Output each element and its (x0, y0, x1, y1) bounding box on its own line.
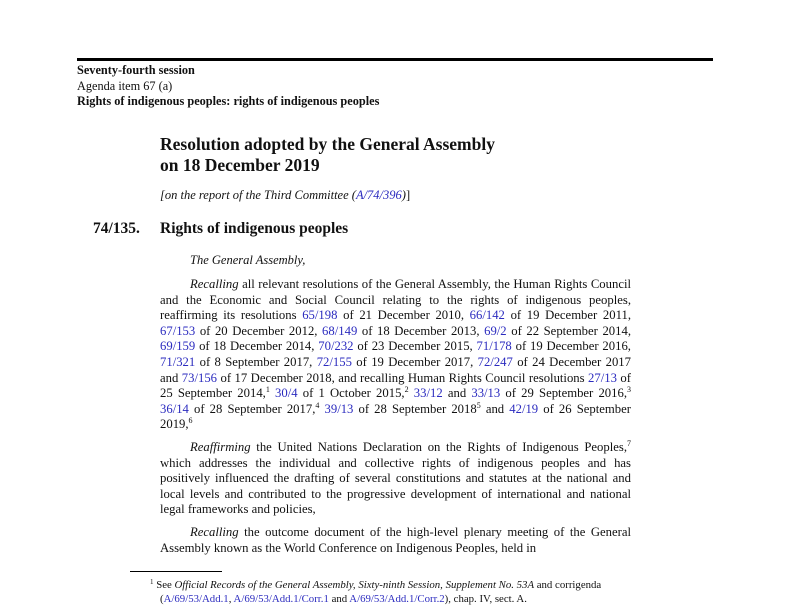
resolution-link[interactable]: 36/14 (160, 401, 189, 416)
report-link[interactable]: A/74/396 (355, 188, 402, 202)
report-close: ] (405, 188, 411, 202)
text-run: of 24 December 2017 and (160, 354, 631, 385)
resolution-link[interactable]: 70/232 (318, 339, 354, 354)
text-run: and corrigenda ( (160, 579, 602, 605)
text-run: of 19 December 2011, (504, 308, 631, 323)
footnote-ref[interactable]: 5 (476, 400, 481, 410)
resolution-link[interactable]: 33/13 (471, 386, 501, 401)
resolution-link[interactable]: 68/149 (322, 323, 358, 338)
resolution-link[interactable]: 72/247 (477, 354, 513, 369)
text-run: and (480, 401, 510, 416)
title-line-1: Resolution adopted by the General Assembly (160, 134, 495, 154)
text-run: of 17 December 2018, and recalling Human Rights Council resolutions (217, 370, 589, 385)
footnote-ref[interactable]: 7 (627, 439, 631, 448)
resolution-link[interactable]: 66/142 (469, 308, 505, 323)
text-run: of 19 December 2016, (511, 339, 631, 354)
resolution-link[interactable]: 67/153 (160, 323, 196, 338)
text-run: and (328, 593, 350, 605)
text-run: of 29 September 2016, (500, 386, 627, 401)
text-run: See (153, 579, 175, 591)
text-run: of 1 October 2015, (297, 386, 405, 401)
text-run: of 22 September 2014, (506, 323, 632, 338)
text-run: of 18 December 2014, (195, 339, 319, 354)
text-run: of 26 September 2019, (160, 401, 631, 432)
footnote-ref[interactable]: 3 (627, 385, 631, 395)
resolution-link[interactable]: 69/159 (160, 339, 196, 354)
text-run: the outcome document of the high-level plenary meeting of the General Assembly known as the World Conference on Indigenous Peoples, held in (160, 525, 631, 555)
resolution-link[interactable]: 30/4 (275, 386, 298, 401)
resolution-link[interactable]: 42/19 (509, 401, 539, 416)
document-title (160, 134, 495, 176)
paragraph-recalling-outcome (160, 525, 631, 556)
footnote-1 (150, 578, 640, 606)
text-run: the United Nations Declaration on the Rights of Indigenous Peoples, (250, 440, 627, 454)
resolution-link[interactable]: 73/156 (181, 370, 218, 385)
text-run: of 23 December 2015, (353, 339, 477, 354)
resolution-link[interactable]: 71/178 (476, 339, 512, 354)
text-run: Official Records of the General Assembly, Sixty-ninth Session, Supplement No. 53A (174, 579, 535, 591)
document-link[interactable]: A/69/53/Add.1 (163, 593, 229, 605)
title-line-2: on 18 December 2019 (160, 155, 320, 175)
text-run: of 21 December 2010, (337, 308, 470, 323)
text-run: of 8 September 2017, (195, 354, 317, 369)
text-run: of 28 September 2017, (188, 401, 316, 416)
session-label: Seventy-fourth session (77, 63, 195, 77)
opening-phrase: The General Assembly, (190, 253, 306, 267)
text-run: of 18 December 2013, (357, 323, 485, 338)
header-rule (77, 58, 713, 61)
resolution-link[interactable]: 39/13 (324, 401, 354, 416)
report-suffix: ) (401, 188, 406, 202)
para-lead: Reaffirming (190, 440, 251, 454)
resolution-link[interactable]: 71/321 (160, 354, 196, 369)
resolution-title: Rights of indigenous peoples (160, 220, 349, 237)
footnote-ref[interactable]: 1 (265, 385, 270, 395)
resolution-link[interactable]: 65/198 (302, 308, 338, 323)
text-run: all relevant resolutions of the General Assembly, the Human Rights Council and the Economic and Social Council relating to the rights of indigenous peoples, reaffirming its resolutions (160, 277, 631, 323)
resolution-link[interactable]: 33/12 (413, 386, 443, 401)
resolution-link[interactable]: 69/2 (484, 323, 507, 338)
footnote-ref[interactable]: 4 (315, 400, 320, 410)
text-run: ), chap. IV, sect. A. (444, 593, 527, 605)
text-run: of 19 December 2017, (351, 354, 478, 369)
report-reference (160, 188, 410, 203)
agenda-topic: Rights of indigenous peoples: rights of indigenous peoples (77, 94, 380, 108)
para-lead: Recalling (190, 277, 239, 291)
text-run: of 20 December 2012, (195, 323, 323, 338)
text-run: , (228, 593, 234, 605)
footnote-ref[interactable]: 6 (188, 416, 193, 426)
paragraph-reaffirming-declaration (160, 440, 631, 518)
document-link[interactable]: A/69/53/Add.1/Corr.2 (349, 593, 445, 605)
para-lead: Recalling (190, 525, 239, 539)
footnote-separator (130, 571, 222, 572)
resolution-link[interactable]: 72/155 (316, 354, 352, 369)
text-run: of 25 September 2014, (160, 370, 631, 401)
document-link[interactable]: A/69/53/Add.1/Corr.1 (233, 593, 329, 605)
resolution-link[interactable]: 27/13 (588, 370, 617, 385)
text-run: and (442, 386, 472, 401)
report-prefix: [on the report of the Third Committee ( (160, 188, 356, 202)
footnote-ref[interactable]: 2 (404, 385, 409, 395)
agenda-item: Agenda item 67 (a) (77, 79, 173, 93)
text-run: which addresses the individual and collective rights of indigenous peoples and has positively influenced the drafting of several constitutions and statutes at the national and local levels and contributed to the progressive development of international and national legal frameworks and policies, (160, 455, 631, 517)
paragraph-recalling-resolutions (160, 277, 631, 433)
resolution-number: 74/135. (93, 220, 140, 237)
footnote-mark: 1 (150, 578, 154, 586)
text-run: of 28 September 2018 (353, 401, 477, 416)
